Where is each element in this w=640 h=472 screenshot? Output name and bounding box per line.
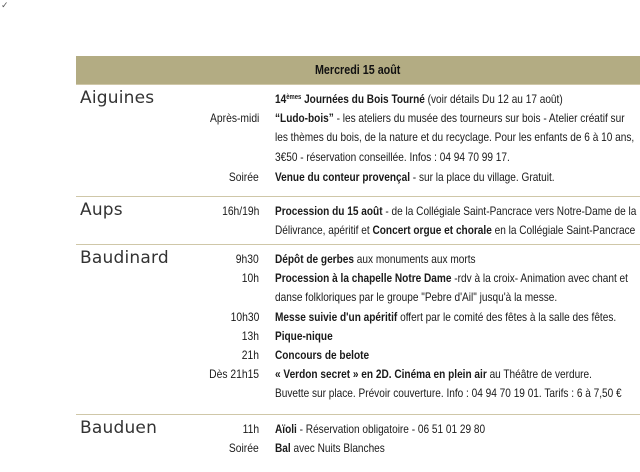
- town-section: [76, 414, 640, 472]
- town-section: [76, 244, 640, 415]
- town-name: Aiguines: [80, 88, 155, 108]
- event-detail: 3€50 - réservation conseillée. Infos : 04 94 70 99 17.: [275, 149, 510, 164]
- event-description: [275, 327, 640, 346]
- event-detail: Buvette sur place. Prévoir couverture. Info : 04 94 70 19 01. Tarifs : 6 à 7,50 €: [275, 386, 622, 401]
- event-detail: - de la Collégiale Saint-Pancrace vers Notre-Dame de la: [382, 204, 637, 218]
- town-section: [76, 84, 640, 197]
- event-title: Aïoli: [275, 422, 297, 436]
- description-line: [275, 221, 636, 240]
- description-line: [275, 128, 635, 147]
- description-line: [275, 346, 582, 365]
- town-name: Aups: [80, 200, 123, 220]
- event-detail: aux monuments aux morts: [353, 252, 476, 266]
- event-time: [139, 109, 259, 128]
- event-time: [139, 420, 259, 439]
- event-detail: Délivrance, apéritif et: [275, 223, 373, 238]
- event-time-text: Après-midi: [209, 111, 259, 125]
- event-detail: - Réservation obligatoire - 06 51 01 29 80: [296, 422, 486, 436]
- event-title: Pique-nique: [275, 329, 333, 343]
- event-time: [139, 327, 259, 346]
- event-title: Messe suivie d'un apéritif: [275, 310, 398, 324]
- event-time-text: Soirée: [229, 170, 259, 184]
- event-description: [275, 250, 640, 269]
- description-line: [275, 327, 582, 346]
- event-detail: les thèmes du bois, de la nature et du recyclage. Pour les enfants de 6 à 10 ans,: [275, 130, 635, 145]
- event-title: Bal: [275, 441, 291, 455]
- description-line: [275, 288, 582, 307]
- description-line: [275, 148, 582, 167]
- description-line: [275, 109, 625, 128]
- ordinal-suffix: èmes: [286, 94, 302, 101]
- event-detail: - les ateliers du musée des tourneurs sur bois - Atelier créatif sur: [333, 111, 625, 125]
- event-time: [139, 308, 259, 327]
- event-time: [139, 250, 259, 269]
- description-line: [275, 202, 637, 221]
- event-description: [275, 168, 640, 187]
- event-title: Dépôt de gerbes: [275, 252, 354, 266]
- event-title: 14: [275, 92, 287, 106]
- event-time: [139, 439, 259, 458]
- event-time: [139, 168, 259, 187]
- event-title: Journées du Bois Tourné: [301, 92, 425, 106]
- event-description: [275, 90, 640, 109]
- event-detail: au Théâtre de verdure.: [486, 367, 592, 381]
- event-detail: -rdv à la croix- Animation avec chant et: [451, 271, 628, 285]
- event-time: [139, 90, 259, 109]
- event-time: [139, 202, 259, 221]
- event-description: [275, 346, 640, 365]
- description-line: [275, 420, 582, 439]
- town-section: [76, 196, 640, 245]
- event-description: [275, 269, 640, 308]
- event-time-text: 11h: [242, 422, 259, 436]
- date-title: Mercredi 15 août: [315, 63, 401, 77]
- event-title: Concours de belote: [275, 348, 370, 362]
- event-time: [139, 346, 259, 365]
- event-title: Procession du 15 août: [275, 204, 383, 218]
- description-line: [275, 439, 582, 458]
- event-detail: avec Nuits Blanches: [290, 441, 385, 455]
- event-title: Venue du conteur provençal: [275, 170, 411, 184]
- event-time-text: 9h30: [236, 252, 259, 266]
- event-description: [275, 439, 640, 458]
- corner-checkmark: ✓: [1, 0, 9, 10]
- event-title: « Verdon secret » en 2D. Cinéma en plein air: [275, 367, 487, 381]
- event-detail: (voir détails Du 12 au 17 août): [424, 92, 563, 106]
- event-title: Concert orgue et chorale: [372, 223, 492, 238]
- event-time-text: 10h: [241, 271, 259, 285]
- event-detail: offert par le comité des fêtes à la salle des fêtes.: [397, 310, 617, 324]
- event-description: [275, 420, 640, 439]
- event-time-text: Soirée: [229, 441, 259, 455]
- date-header: [76, 56, 640, 85]
- description-line: [275, 365, 592, 384]
- town-name: Baudinard: [80, 248, 169, 268]
- event-time-text: 10h30: [230, 310, 259, 324]
- event-time: [139, 269, 259, 288]
- town-name: Bauduen: [80, 418, 158, 438]
- event-time-text: 21h: [241, 348, 259, 362]
- description-line: [275, 250, 582, 269]
- event-detail: en la Collégiale Saint-Pancrace: [491, 223, 636, 238]
- event-detail: danse folkloriques par le groupe "Pebre d'Ail" jusqu'à la messe.: [275, 290, 558, 305]
- description-line: [275, 269, 628, 288]
- description-line: [275, 308, 617, 327]
- event-title: Procession à la chapelle Notre Dame: [275, 271, 452, 285]
- event-time-text: 13h: [241, 329, 259, 343]
- description-line: [275, 384, 622, 403]
- event-description: [275, 109, 640, 167]
- description-line: [275, 168, 582, 187]
- event-description: [275, 202, 640, 241]
- event-time-text: Dès 21h15: [209, 367, 259, 381]
- description-line: [275, 90, 582, 109]
- event-title: “Ludo-bois”: [275, 111, 334, 125]
- event-time: [139, 365, 259, 384]
- event-detail: - sur la place du village. Gratuit.: [410, 170, 555, 184]
- event-time-text: 16h/19h: [221, 204, 259, 218]
- event-description: [275, 365, 640, 404]
- event-description: [275, 308, 640, 327]
